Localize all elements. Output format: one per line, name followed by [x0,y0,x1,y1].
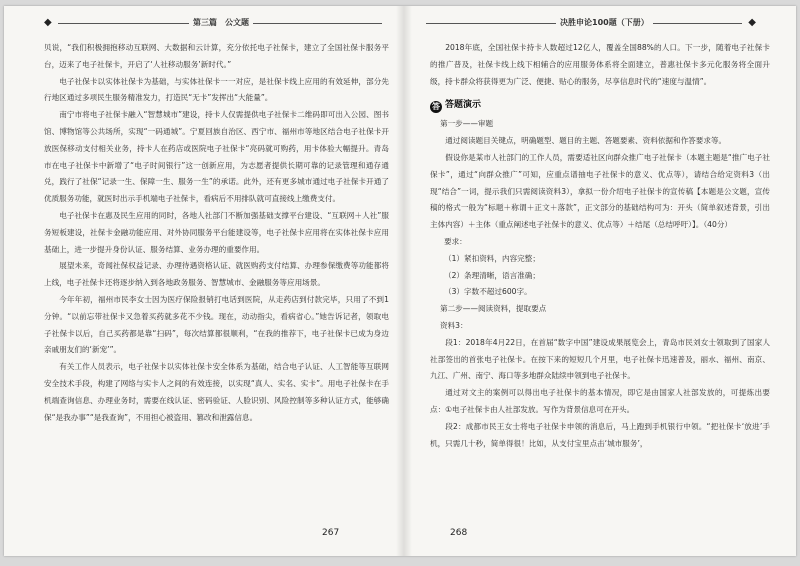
right-page-header [426,16,756,30]
left-page-body [44,40,389,426]
answer-heading-label: 答题演示 [445,100,482,111]
section-title: 第三篇 公文题 [189,16,253,30]
answer-demo-heading [430,96,770,114]
left-page-header [44,16,382,30]
paragraph: 电子社保卡以实体社保卡为基础，与实体社保卡一一对应，是社保卡线上应用的有效延伸，部分先行地区通过多项民生服务精准发力，打造民“无卡”发挥出“大能量”。 [44,76,389,103]
paragraph: 贝说，“我们积极拥抱移动互联网、大数据和云计算，充分依托电子社保卡，建立了全国社保卡服务平台，迈来了电子社保卡，开启了‘人社移动服务’新时代。” [44,43,389,69]
right-page-body [430,40,770,452]
page-number: 268 [450,528,468,538]
requirement-item: （3）字数不超过600字。 [444,287,532,297]
step-title: 第一步——审题 [440,119,494,129]
book-spread [4,6,796,556]
requirement-item: （1）紧扣资料，内容完整； [444,253,540,263]
header-diamond-icon: ◆ [44,17,52,28]
paragraph: 南宁市将电子社保卡融入“智慧城市”建设，持卡人仅需提供电子社保卡二维码即可出入公园、图书馆、博物馆等公共场所，实现“一码通城”。宁夏回族自治区、西宁市、福州市等地区结合电子社保卡开放医保移动支付相关业务，持卡人在药店或医院电子社保卡“亮码就可购药，用卡体验大幅提升。青岛市在电子社保卡中新增了“电子时间银行”这一创新应用，为志愿者提供长期可靠的记录管理和通存通兑，践行了社保“记录一生、保障一生、服务一生”的承诺。此外，还有更多城市通过电子社保卡开通了优质服务功能，就医时出示手机端电子社保卡，看病后不用排队就可直接线上缴费支付。 [44,110,389,204]
paragraph: 段2：成都市民王女士将电子社保卡申领的消息后，马上跑到手机银行中领。“把社保卡‘放进’手机，只需几十秒，简单得很！比如，从支付宝里点击‘城市服务’， [430,421,770,448]
requirement-item: （2）条理清晰，语言准确； [444,270,540,280]
paragraph: 有关工作人员表示，电子社保卡以实体社保卡安全体系为基础，结合电子认证、人工智能等互联网安全技术手段，构建了网络与实卡人之间的有效连接，以实现“真人、实名、实卡”。用电子社保卡在手机端查询信息、办理业务时，需要在线认证、密码验证、人脸识别、风险控制等多种认证方式，能够确保“是我办事”“是我查询”，不用担心被盗用、篡改和泄露信息。 [44,362,389,422]
paragraph: 展望未来，奇闻社保权益记录、办理待遇资格认证、就医购药支付结算、办理参保缴费等功能都将上线，电子社保卡还将逐步纳入到各地政务服务、智慧城市、金融服务等应用场景。 [44,261,389,288]
paragraph: 通过对文主的案例可以得出电子社保卡的基本情况，即它是由国家人社部发放的，可提炼出要点：①电子社保卡由人社部发放。写作为背景信息可在开头。 [430,388,770,414]
step-title: 第二步——阅读资料，提取要点 [440,304,547,314]
paragraph: 通过阅读题目关键点，明确题型、题目的主题、答题要素、资料依据和作答要求等。 [445,136,727,146]
left-page [4,6,400,556]
header-diamond-icon: ◆ [748,17,756,28]
requirements-label: 要求： [444,236,467,246]
answer-badge-icon: 答 [432,102,440,112]
paragraph: 假设你是某市人社部门的工作人员，需要适社区向群众推广电子社保卡（本题主题是“推广电子社保卡”，通过“向群众推广”可知，应重点谱抽电子社保卡的意义、优点等），请结合给定资料3（出现“结合”一词，提示我们只需阅读资料3），拿拟一份介绍电子社保卡的宣传稿【本题是公文题，宣传稿的格式一般为“标题＋称谓＋正文＋落款”，正文部分的基础结构可为：开头（简单叙述背景，引出主体内容）＋主体（重点阐述电子社保卡的意义、优点等）＋结尾（总结呼吁）】。（40分） [430,152,770,230]
page-number: 267 [322,528,340,538]
material-label: 资料3： [440,320,468,330]
book-title: 决胜申论100题（下册） [556,16,653,30]
paragraph: 今年年初，福州市民李女士因为医疗保险报销打电话到医院，从走药店到付款完毕，只用了不到1分钟。“以前忘带社保卡又急着买药就多花不少钱。现在，动动指尖，看病省心。”她告诉记者，领取电子社保卡以后，自己买药都是靠“扫码”，每次结算都很顺利，“在我的推荐下，电子社保卡已成为身边亲戚朋友们的‘新宠’”。 [44,294,389,355]
paragraph: 电子社保卡在惠及民生应用的同时，各地人社部门不断加强基础支撑平台建设、“互联网＋人社”服务短板建设，社保卡金融功能应用、对外协同服务平台能建设等，电子社保卡应用将在实体社保卡应用基础上，进一步提升身份认证、服务结算、业务办理的重要作用。 [44,210,389,254]
paragraph: 段1：2018年4月22日，在首届“数字中国”建设成果展览会上，青岛市民刘女士领取到了国家人社部签出的首张电子社保卡。在按下来的短短几个月里，电子社保卡迅速普及，丽水、福州、南京、九江、广州、南宁、海口等多地群众陆续申领到电子社保卡。 [430,337,770,381]
right-page [408,6,796,556]
paragraph: 2018年底，全国社保卡持卡人数超过12亿人，覆盖全国88%的人口。下一步，随着电子社保卡的推广普及，社保卡线上线下相辅合的应用服务体系将全面建立，普惠社保卡多元化服务将全面升级，持卡群众将获得更为广泛、便捷、贴心的服务，尽享信息时代的“速度与温情”。 [430,43,770,86]
